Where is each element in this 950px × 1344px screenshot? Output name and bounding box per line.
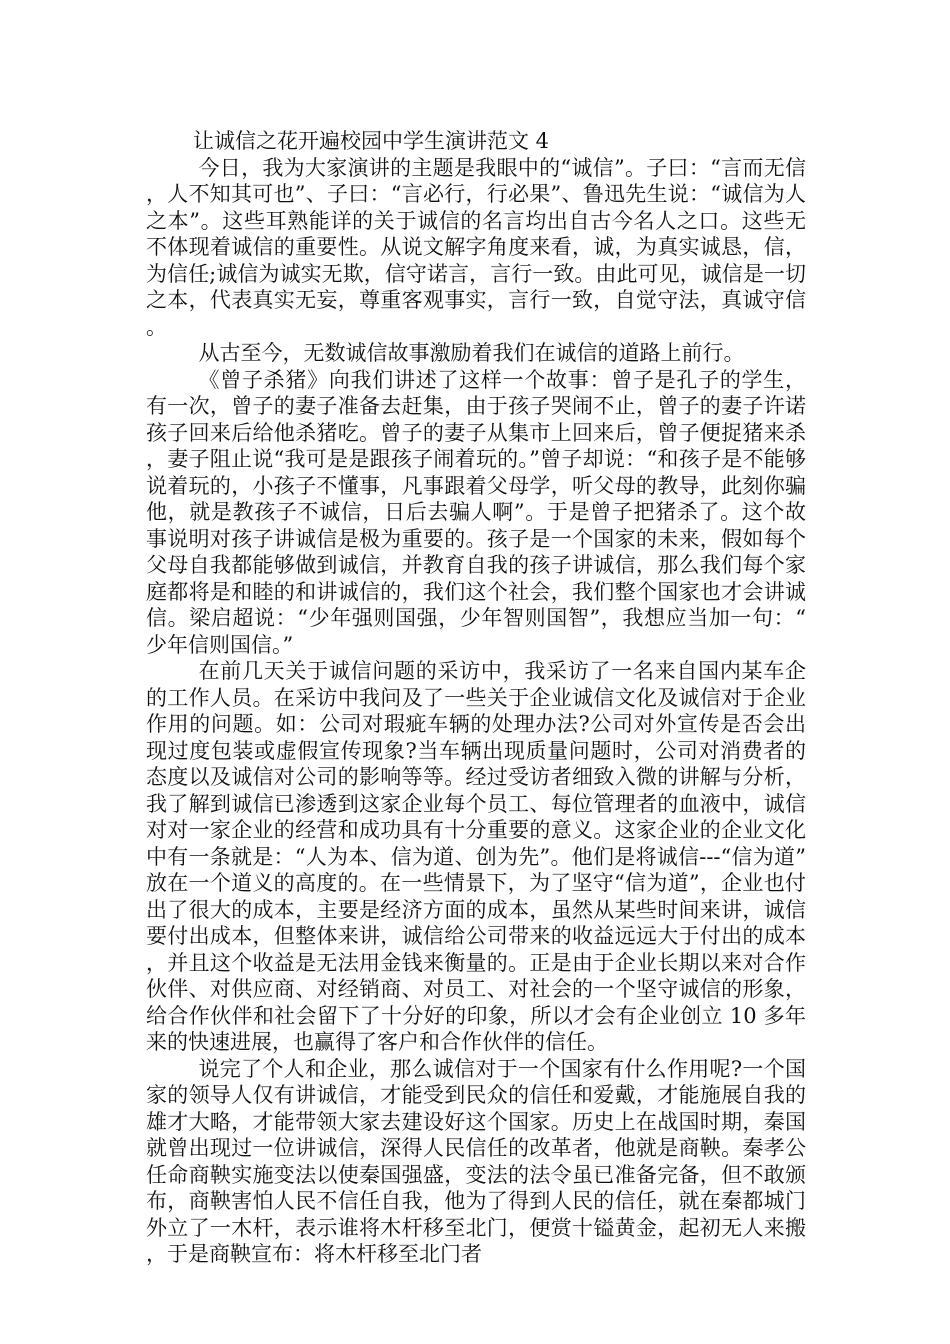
paragraph-intro: 今日，我为大家演讲的主题是我眼中的“诚信”。子曰：“言而无信，人不知其可也”、子曰：“言必行，行必果”、鲁迅先生说：“诚信为人之本”。这些耳熟能详的关于诚信的名言均出自古今名人之口。这些无不体现着诚信的重要性。从说文解字角度来看，诚，为真实诚恳，信，为信任;诚信为诚实无欺，信守诺言，言行一致。由此可见，诚信是一切之本，代表真实无妄，尊重客观事实，言行一致，自觉守法，真诚守信。 bbox=[146, 155, 806, 339]
paragraph-enterprise-interview: 在前几天关于诚信问题的采访中，我采访了一名来自国内某车企的工作人员。在采访中我问及了一些关于企业诚信文化及诚信对于企业作用的问题。如：公司对瑕疵车辆的处理办法?公司对外宣传是否会出现过度包装或虚假宣传现象?当车辆出现质量问题时，公司对消费者的态度以及诚信对公司的影响等等。经过受访者细致入微的讲解与分析，我了解到诚信已渗透到这家企业每个员工、每位管理者的血液中，诚信对对一家企业的经营和成功具有十分重要的意义。这家企业的企业文化中有一条就是：“人为本、信为道、创为先”。他们是将诚信---“信为道”放在一个道义的高度的。在一些情景下，为了坚守“信为道”，企业也付出了很大的成本，主要是经济方面的成本，虽然从某些时间来讲，诚信要付出成本，但整体来讲，诚信给公司带来的收益远远大于付出的成本，并且这个收益是无法用金钱来衡量的。正是由于企业长期以来对合作伙伴、对供应商、对经销商、对员工、对社会的一个坚守诚信的形象，给合作伙伴和社会留下了十分好的印象，所以才会有企业创立 10 多年来的快速进展，也赢得了客户和合作伙伴的信任。 bbox=[146, 659, 806, 1054]
paragraph-shang-yang: 说完了个人和企业，那么诚信对于一个国家有什么作用呢?一个国家的领导人仅有讲诚信，才能受到民众的信任和爱戴，才能施展自我的雄才大略，才能带领大家去建设好这个国家。历史上在战国时期，秦国就曾出现过一位讲诚信，深得人民信任的改革者，他就是商鞅。秦孝公任命商鞅实施变法以使秦国强盛，变法的法令虽已准备完备，但不敢颁布，商鞅害怕人民不信任自我，他为了得到人民的信任，就在秦都城门外立了一木杆，表示谁将木杆移至北门，便赏十镒黄金，起初无人来搬，于是商鞅宣布：将木杆移至北门者 bbox=[146, 1056, 806, 1266]
paragraph-transition: 从古至今，无数诚信故事激励着我们在诚信的道路上前行。 bbox=[198, 341, 745, 365]
document-page bbox=[146, 128, 806, 1268]
paragraph-zengzi-story: 《曾子杀猪》向我们讲述了这样一个故事：曾子是孔子的学生，有一次，曾子的妻子准备去赶集，由于孩子哭闹不止，曾子的妻子许诺孩子回来后给他杀猪吃。曾子的妻子从集市上回来后，曾子便捉猪来杀，妻子阻止说“我可是是跟孩子闹着玩的。”曾子却说：“和孩子是不能够说着玩的，小孩子不懂事，凡事跟着父母学，听父母的教导，此刻你骗他，就是教孩子不诚信，日后去骗人啊”。于是曾子把猪杀了。这个故事说明对孩子讲诚信是极为重要的。孩子是一个国家的未来，假如每个父母自我都能够做到诚信，并教育自我的孩子讲诚信，那么我们每个家庭都将是和睦的和讲诚信的，我们这个社会，我们整个国家也才会讲诚信。梁启超说：“少年强则国强，少年智则国智”，我想应当加一句：“少年信则国信。” bbox=[146, 367, 806, 657]
document-title: 让诚信之花开遍校园中学生演讲范文 4 bbox=[193, 129, 550, 153]
